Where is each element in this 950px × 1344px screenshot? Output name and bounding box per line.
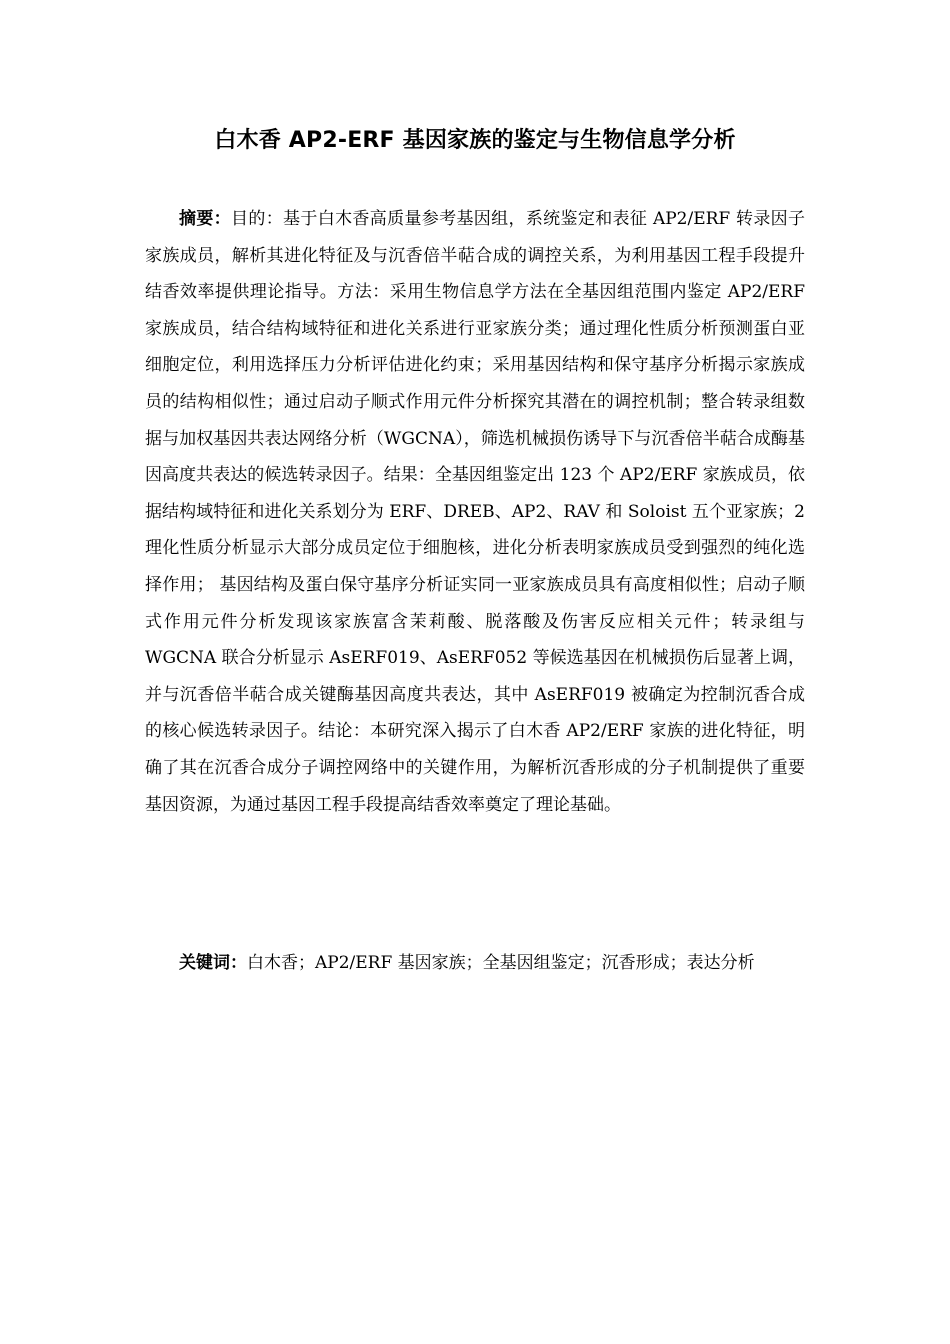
abstract-paragraph	[145, 201, 805, 823]
document-title: 白木香 AP2-ERF 基因家族的鉴定与生物信息学分析	[214, 128, 736, 153]
keywords-paragraph	[145, 945, 805, 982]
abstract-label: 摘要：	[179, 209, 232, 229]
keywords-label: 关键词：	[179, 953, 247, 973]
keywords-text: 白木香；AP2/ERF 基因家族；全基因组鉴定；沉香形成；表达分析	[247, 953, 755, 973]
abstract-text: 目的：基于白木香高质量参考基因组，系统鉴定和表征 AP2/ERF 转录因子家族成员，解析其进化特征及与沉香倍半萜合成的调控关系，为利用基因工程手段提升结香效率提供理论指导。方法：采用生物信息学方法在全基因组范围内鉴定 AP2/ERF 家族成员，结合结构域特征和进化关系进行亚家族分类；通过理化性质分析预测蛋白亚细胞定位，利用选择压力分析评估进化约束；采用基因结构和保守基序分析揭示家族成员的结构相似性；通过启动子顺式作用元件分析探究其潜在的调控机制；整合转录组数据与加权基因共表达网络分析（WGCNA），筛选机械损伤诱导下与沉香倍半萜合成酶基因高度共表达的候选转录因子。结果：全基因组鉴定出 123 个 AP2/ERF 家族成员，依据结构域特征和进化关系划分为 ERF、DREB、AP2、RAV 和 Soloist 五个亚家族；2 理化性质分析显示大部分成员定位于细胞核，进化分析表明家族成员受到强烈的纯化选择作用； 基因结构及蛋白保守基序分析证实同一亚家族成员具有高度相似性；启动子顺式作用元件分析发现该家族富含茉莉酸、脱落酸及伤害反应相关元件；转录组与 WGCNA 联合分析显示 AsERF019、AsERF052 等候选基因在机械损伤后显著上调，并与沉香倍半萜合成关键酶基因高度共表达，其中 AsERF019 被确定为控制沉香合成的核心候选转录因子。结论：本研究深入揭示了白木香 AP2/ERF 家族的进化特征，明确了其在沉香合成分子调控网络中的关键作用，为解析沉香形成的分子机制提供了重要基因资源，为通过基因工程手段提高结香效率奠定了理论基础。	[145, 209, 805, 815]
